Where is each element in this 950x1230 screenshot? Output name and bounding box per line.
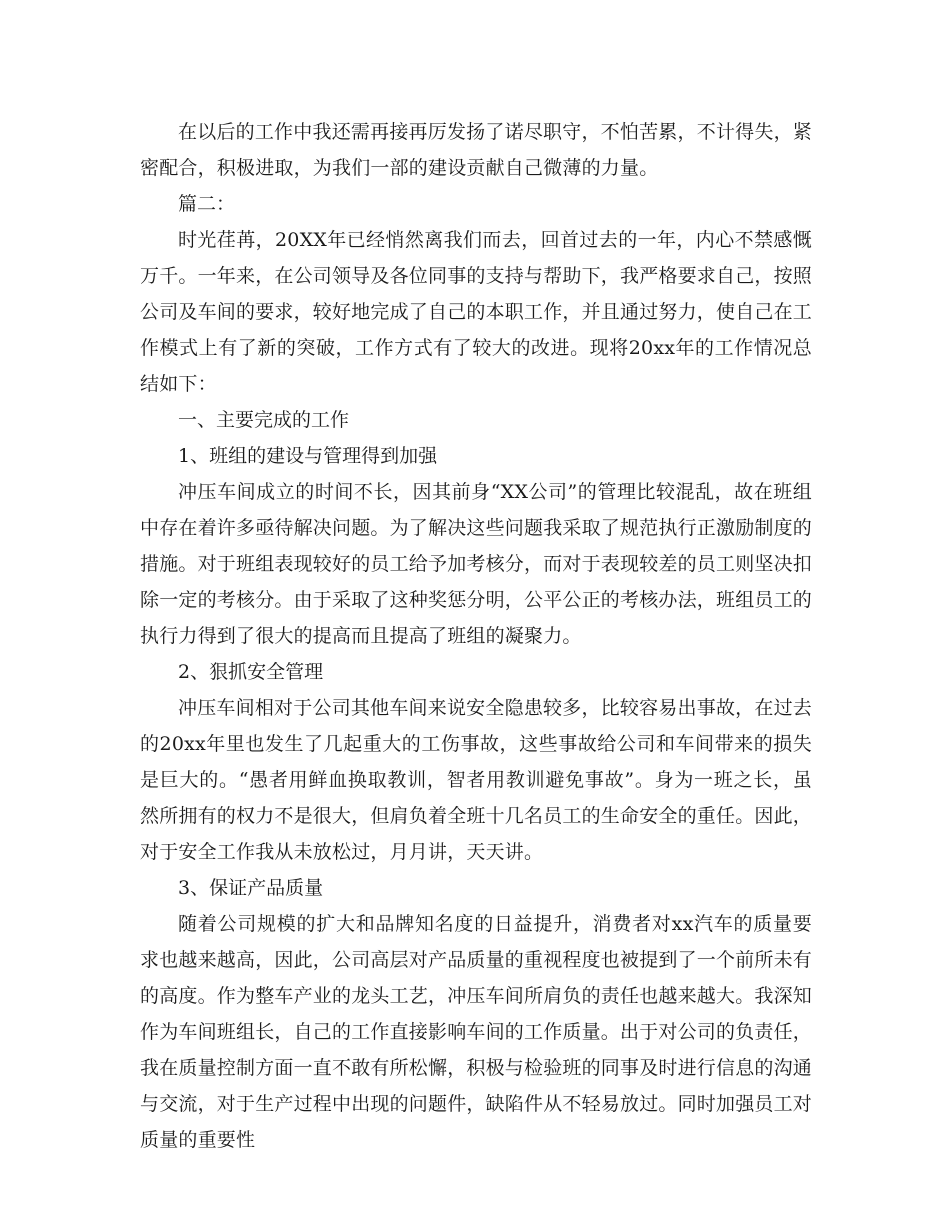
paragraph-safety: 冲压车间相对于公司其他车间来说安全隐患较多，比较容易出事故，在过去的20xx年里也发生了几起重大的工伤事故，这些事故给公司和车间带来的损失是巨大的。“愚者用鲜血换取教训，智者用教训避免事故”。身为一班之长，虽然所拥有的权力不是很大，但肩负着全班十几名员工的生命安全的重任。因此，对于安全工作我从未放松过，月月讲，天天讲。 (140, 697, 813, 863)
heading-team-building: 1、班组的建设与管理得到加强 (178, 445, 438, 467)
heading-quality: 3、保证产品质量 (178, 877, 324, 899)
paragraph-quality: 随着公司规模的扩大和品牌知名度的日益提升，消费者对xx汽车的质量要求也越来越高，因此，公司高层对产品质量的重视程度也被提到了一个前所未有的高度。作为整车产业的龙头工艺，冲压车间所肩负的责任也越来越大。我深知作为车间班组长，自己的工作直接影响车间的工作质量。出于对公司的负责任，我在质量控制方面一直不敢有所松懈，积极与检验班的同事及时进行信息的沟通与交流，对于生产过程中出现的问题件，缺陷件从不轻易放过。同时加强员工对质量的重要性 (140, 913, 813, 1151)
paragraph-team-building: 冲压车间成立的时间不长，因其前身“XX公司”的管理比较混乱，故在班组中存在着许多亟待解决问题。为了解决这些问题我采取了规范执行正激励制度的措施。对于班组表现较好的员工给予加考核分，而对于表现较差的员工则坚决扣除一定的考核分。由于采取了这种奖惩分明，公平公正的考核办法，班组员工的执行力得到了很大的提高而且提高了班组的凝聚力。 (140, 481, 813, 647)
paragraph-conclusion: 在以后的工作中我还需再接再厉发扬了诺尽职守，不怕苦累，不计得失，紧密配合，积极进取，为我们一部的建设贡献自己微薄的力量。 (140, 121, 812, 179)
document-body (140, 114, 812, 1158)
heading-main-work: 一、主要完成的工作 (178, 409, 350, 431)
paragraph-intro: 时光荏苒，20XX年已经悄然离我们而去，回首过去的一年，内心不禁感慨万千。一年来，在公司领导及各位同事的支持与帮助下，我严格要求自己，按照公司及车间的要求，较好地完成了自己的本职工作，并且通过努力，使自己在工作模式上有了新的突破，工作方式有了较大的改进。现将20xx年的工作情况总结如下： (140, 229, 813, 395)
heading-safety: 2、狠抓安全管理 (178, 661, 324, 683)
section-title-part-two: 篇二： (178, 193, 236, 215)
